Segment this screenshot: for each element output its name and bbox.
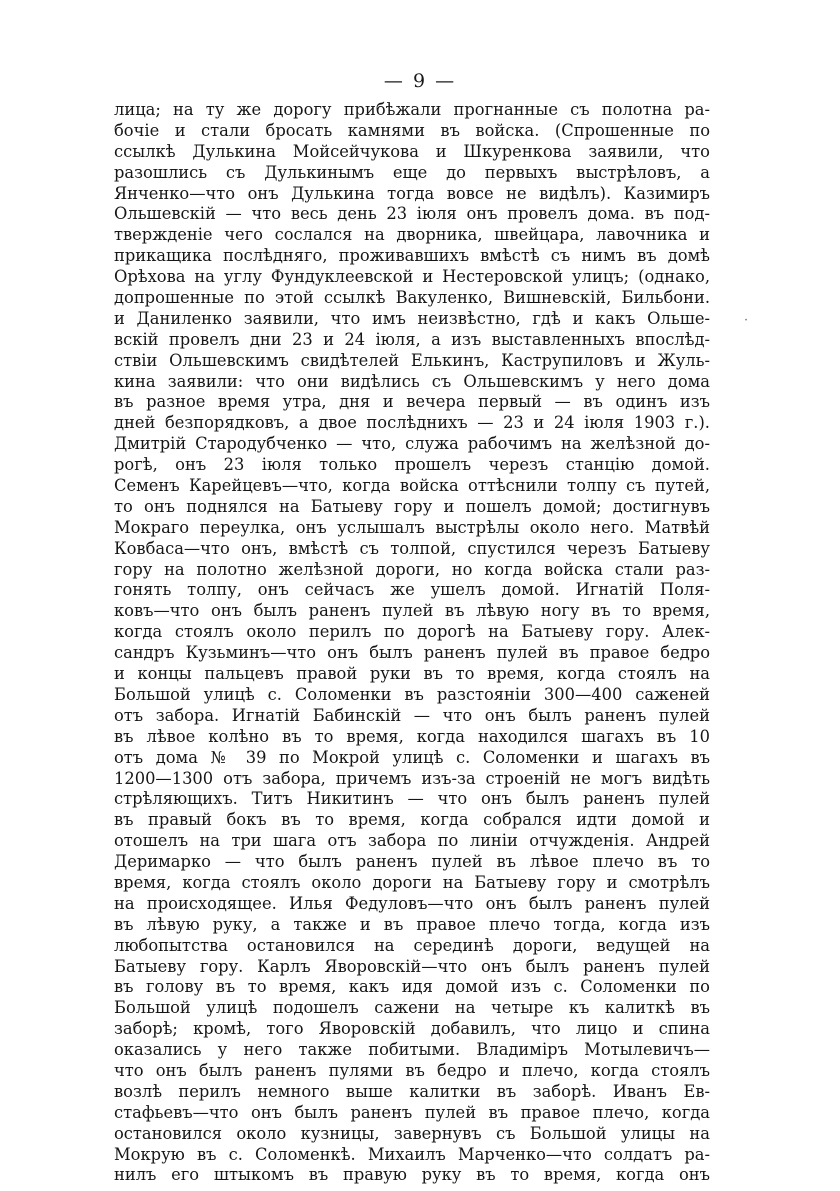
text-line: Ковбаса—что онъ, вмѣстѣ съ толпой, спустился черезъ Батыеву <box>114 538 710 558</box>
text-line: 1200—1300 отъ забора, причемъ изъ-за строеній не могъ видѣть <box>114 768 710 788</box>
text-line: вскій провелъ дни 23 и 24 іюля, а изъ выставленныхъ впослѣд- <box>114 329 710 349</box>
text-line: въ разное время утра, дня и вечера первый — въ одинъ изъ <box>114 392 710 412</box>
text-line: въ лѣвое колѣно въ то время, когда находился шагахъ въ 10 <box>114 726 710 746</box>
text-line: гонять толпу, онъ сейчасъ же ушелъ домой. Игнатій Поля- <box>114 580 710 600</box>
text-line: ствіи Ольшевскимъ свидѣтелей Елькинъ, Каструпиловъ и Жуль- <box>114 350 710 370</box>
text-line: гору на полотно желѣзной дороги, но когда войска стали раз- <box>114 559 710 579</box>
text-line: лица; на ту же дорогу прибѣжали прогнанные съ полотна ра- <box>114 100 710 119</box>
text-line: что онъ былъ раненъ пулями въ бедро и плечо, когда стоялъ <box>114 1060 710 1080</box>
text-line: Дмитрій Стародубченко — что, служа рабочимъ на желѣзной до- <box>114 434 710 454</box>
text-line: рогѣ, онъ 23 іюля только прошелъ черезъ станцію домой. <box>114 455 710 475</box>
text-line: стафьевъ—что онъ былъ раненъ пулей въ правое плечо, когда <box>114 1102 710 1122</box>
text-line: прикащика послѣдняго, проживавшихъ вмѣстѣ съ нимъ въ домѣ <box>114 246 710 266</box>
text-line: Батыеву гору. Карлъ Яворовскій—что онъ былъ раненъ пулей <box>114 956 710 976</box>
text-line: допрошенные по этой ссылкѣ Вакуленко, Вишневскій, Бильбони. <box>114 288 710 308</box>
text-line: кина заявили: что они видѣлись съ Ольшевскимъ у него дома <box>114 371 710 391</box>
margin-mark: · <box>744 313 749 328</box>
text-line: и концы пальцевъ правой руки въ то время, когда стоялъ на <box>114 664 710 684</box>
body-text <box>114 100 710 1186</box>
text-line: Большой улицѣ с. Соломенки въ разстояніи 300—400 саженей <box>114 684 710 704</box>
text-line: остановился около кузницы, завернувъ съ Большой улицы на <box>114 1123 710 1143</box>
text-line: бочіе и стали бросать камнями въ войска. (Спрошенные по <box>114 120 710 140</box>
text-line: и Даниленко заявили, что имъ неизвѣстно, гдѣ и какъ Ольше- <box>114 308 710 328</box>
text-line: въ голову въ то время, какъ идя домой изъ с. Соломенки по <box>114 977 710 997</box>
text-line: возлѣ перилъ немного выше калитки въ заборѣ. Иванъ Ев- <box>114 1081 710 1101</box>
text-line: твержденіе чего сослался на дворника, швейцара, лавочника и <box>114 225 710 245</box>
text-line: Мокрую въ с. Соломенкѣ. Михаилъ Марченко—что солдатъ ра- <box>114 1144 710 1164</box>
text-line: отошелъ на три шага отъ забора по линіи отчужденія. Андрей <box>114 831 710 851</box>
text-line: Семенъ Карейцевъ—что, когда войска оттѣснили толпу съ путей, <box>114 476 710 496</box>
text-line: время, когда стоялъ около дороги на Батыеву гору и смотрѣлъ <box>114 872 710 892</box>
text-line: Янченко—что онъ Дулькина тогда вовсе не видѣлъ). Казимиръ <box>114 183 710 203</box>
text-line: Мокраго переулка, онъ услышалъ выстрѣлы около него. Матвѣй <box>114 517 710 537</box>
text-line: отъ забора. Игнатій Бабинскій — что онъ былъ раненъ пулей <box>114 705 710 725</box>
page-number: — 9 — <box>383 70 457 92</box>
text-line: Деримарко — что былъ раненъ пулей въ лѣвое плечо въ то <box>114 852 710 872</box>
text-line: сандръ Кузьминъ—что онъ былъ раненъ пулей въ правое бедро <box>114 643 710 663</box>
text-line: то онъ поднялся на Батыеву гору и пошелъ домой; достигнувъ <box>114 496 710 516</box>
text-line: разошлись съ Дулькинымъ еще до первыхъ выстрѣловъ, а <box>114 162 710 182</box>
text-line: отъ дома № 39 по Мокрой улицѣ с. Соломенки и шагахъ въ <box>114 747 710 767</box>
text-line: въ правый бокъ въ то время, когда собрался идти домой и <box>114 810 710 830</box>
text-line: заборѣ; кромѣ, того Яворовскій добавилъ, что лицо и спина <box>114 1019 710 1039</box>
text-line: Ольшевскій — что весь день 23 іюля онъ провелъ дома. въ под- <box>114 204 710 224</box>
text-line: дней безпорядковъ, а двое послѣднихъ — 23 и 24 іюля 1903 г.). <box>114 413 710 433</box>
text-line: на происходящее. Илья Федуловъ—что онъ былъ раненъ пулей <box>114 893 710 913</box>
text-line: когда стоялъ около перилъ по дорогѣ на Батыеву гору. Алек- <box>114 622 710 642</box>
text-line: нилъ его штыкомъ въ правую руку въ то время, когда онъ <box>114 1165 710 1185</box>
text-line: ковъ—что онъ былъ раненъ пулей въ лѣвую ногу въ то время, <box>114 601 710 621</box>
text-line: оказались у него также побитыми. Владиміръ Мотылевичъ— <box>114 1040 710 1060</box>
text-line: любопытства остановился на серединѣ дороги, ведущей на <box>114 935 710 955</box>
text-line: Большой улицѣ подошелъ сажени на четыре къ калиткѣ въ <box>114 998 710 1018</box>
text-line: Орѣхова на углу Фундуклеевской и Нестеровской улицъ; (однако, <box>114 267 710 287</box>
text-line: стрѣляющихъ. Титъ Никитинъ — что онъ былъ раненъ пулей <box>114 789 710 809</box>
text-line: ссылкѣ Дулькина Мойсейчукова и Шкуренкова заявили, что <box>114 141 710 161</box>
text-line: въ лѣвую руку, а также и въ правое плечо тогда, когда изъ <box>114 914 710 934</box>
